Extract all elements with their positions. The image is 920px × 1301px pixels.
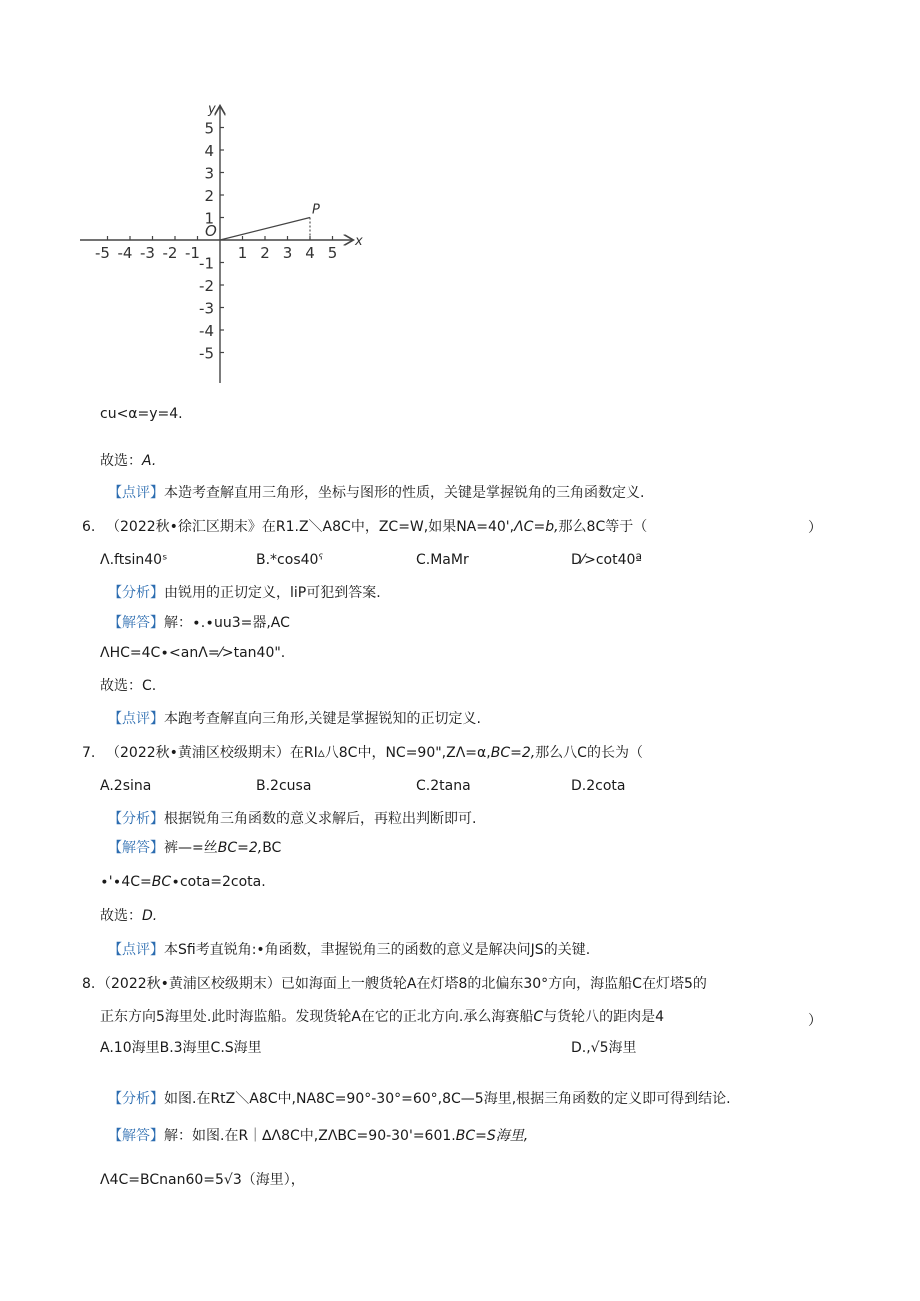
y-tick-label: -3	[199, 299, 214, 318]
q8-option-d: D.,√5海里	[571, 1040, 637, 1056]
q7-stem	[106, 743, 643, 763]
answer-a: 解：如图.在R｜∆Λ8C中,ZΛBC=90-30'=601.	[164, 1128, 456, 1144]
q7-option-b: B.2cusa	[256, 778, 312, 794]
y-tick-label: -2	[199, 277, 214, 295]
analysis-text: 如图.在RtZ＼A8C中,NA8C=90°-30°=60°,8C—5海里,根据三角函数的定义即可得到结论.	[164, 1091, 731, 1107]
q7-stem-c: 那么八C的长为（	[535, 745, 643, 761]
q7-option-c: C.2tana	[416, 778, 471, 794]
q8-close-paren: ）	[808, 1013, 822, 1029]
q5-review	[108, 483, 644, 503]
q6-close-paren: ）	[808, 520, 822, 536]
q5-calc: cu<α=y=4.	[100, 406, 183, 422]
y-tick-label: 3	[204, 164, 214, 183]
q8-analysis	[108, 1089, 731, 1109]
x-tick-label: 4	[305, 244, 315, 262]
x-tick-label: -2	[162, 244, 178, 262]
x-tick-label: 1	[237, 244, 248, 262]
review-tag: 【点评】	[108, 485, 164, 501]
q8-stem-line2	[100, 1007, 664, 1027]
analysis-text: 由锐用的正切定义，liP可犯到答案.	[164, 585, 381, 601]
answer-tag: 【解答】	[108, 1128, 164, 1144]
q7-answer	[108, 838, 281, 858]
x-tick-label: -1	[185, 244, 200, 262]
y-tick-label: 4	[204, 142, 214, 160]
choice-letter: D.	[142, 908, 158, 924]
review-tag: 【点评】	[108, 711, 164, 727]
q7-stem-a: （2022秋•黄浦区校级期末）在RI▵八8C中，NC=90",ZΛ=α,	[106, 745, 491, 761]
q6-answer	[108, 613, 290, 633]
choice-letter: A.	[142, 453, 157, 469]
x-tick-label: -5	[95, 244, 110, 262]
q6-analysis	[108, 583, 381, 603]
q6-stem-a: （2022秋•徐汇区期末》在R1.Z＼A8C中，ZC=W,如果NA=40',	[106, 519, 515, 535]
q8-answer	[108, 1126, 528, 1146]
q6-stem	[106, 517, 647, 537]
y-tick-label: -5	[199, 344, 214, 363]
y-tick-label: -1	[199, 254, 214, 273]
review-text: 本跑考查解直向三角形,关键是掌握锐知的正切定义.	[164, 711, 481, 727]
x-tick-label: -4	[117, 244, 133, 262]
x-tick-label: 5	[327, 244, 338, 262]
q7-answer-line2	[100, 872, 266, 892]
answer-tag: 【解答】	[108, 615, 164, 631]
q6-option-d: D⁄>cot40ª	[571, 552, 643, 568]
line2-b: BC	[151, 874, 172, 890]
analysis-tag: 【分析】	[108, 1091, 164, 1107]
answer-b: BC=2,	[217, 840, 263, 856]
choice-prefix: 故选：	[100, 908, 142, 924]
q8-stem2-a: 正东方向5海里处.此时海监船。发现货轮A在它的正北方向.承么海赛船	[100, 1009, 534, 1025]
x-tick-label: -3	[140, 244, 155, 262]
q6-answer-line2: ΛHC=4C∙<anΛ=⁄>tan40".	[100, 645, 286, 661]
q8-answer-line2: Λ4C=BCnan60=5√3（海里），	[100, 1172, 305, 1188]
choice-prefix: 故选：	[100, 678, 142, 694]
q8-options-abc: A.10海里B.3海里C.S海里	[100, 1040, 262, 1056]
origin-label: O	[205, 222, 217, 240]
analysis-text: 根据锐角三角函数的意义求解后，再粒出判断即可.	[164, 811, 477, 827]
q6-option-b: B.*cos40ˤ	[256, 552, 324, 568]
line2-c: ∙cota=2cota.	[171, 874, 266, 890]
q6-stem-b: ΛC=b,	[514, 519, 559, 535]
answer-a: 裤—=丝	[164, 840, 218, 856]
x-tick-label: 3	[282, 244, 293, 262]
q5-choice	[100, 451, 156, 471]
q7-choice	[100, 906, 157, 926]
y-axis-label: y	[208, 102, 216, 117]
answer-b: BC=S海里,	[455, 1128, 529, 1144]
q6-option-a: Λ.ftsin40ˢ	[100, 552, 168, 568]
answer-tag: 【解答】	[108, 840, 164, 856]
y-tick-label: 5	[204, 119, 214, 138]
answer-c: BC	[262, 840, 282, 856]
q8-stem2-b: C	[533, 1009, 544, 1025]
q8-stem2-c: 与货轮八的距肉是4	[543, 1009, 665, 1025]
x-axis-label: x	[355, 234, 363, 249]
q7-option-a: A.2sina	[100, 778, 152, 794]
q8-stem-line1: （2022秋•黄浦区校级期末）已如海面上一艘货轮A在灯塔8的北偏东30°方向，海监船C在灯塔5的	[97, 976, 707, 992]
q6-number: 6.	[82, 519, 96, 535]
coordinate-figure	[78, 95, 378, 395]
review-tag: 【点评】	[108, 942, 164, 958]
choice-prefix: 故选：	[100, 453, 142, 469]
q6-stem-c: 那么8C等于（	[558, 519, 648, 535]
analysis-tag: 【分析】	[108, 585, 164, 601]
point-p-label: P	[312, 202, 320, 218]
y-tick-label: 2	[204, 187, 214, 205]
review-text: 本造考查解直用三角形，坐标与图形的性质，关键是掌握锐角的三角函数定义.	[164, 485, 645, 501]
q7-stem-b: BC=2,	[490, 745, 536, 761]
q6-review	[108, 709, 481, 729]
line2-a: ∙'∙4C=	[100, 874, 152, 890]
q6-option-c: C.MaMr	[416, 552, 469, 568]
q7-number: 7.	[82, 745, 96, 761]
y-tick-label: 1	[204, 209, 214, 228]
choice-letter: C.	[142, 678, 157, 694]
q7-option-d: D.2cota	[571, 778, 626, 794]
analysis-tag: 【分析】	[108, 811, 164, 827]
answer-text: 解：∙.∙uu3=器,AC	[164, 615, 290, 631]
q7-review	[108, 940, 590, 960]
y-tick-label: -4	[199, 322, 214, 340]
q8-number: 8.	[82, 976, 96, 992]
x-tick-label: 2	[260, 244, 270, 262]
q7-analysis	[108, 809, 476, 829]
q6-choice	[100, 676, 156, 696]
review-text: 本Sfi考直锐角:•角函数，聿握锐角三的函数的意义是解决问JS的关键.	[164, 942, 591, 958]
